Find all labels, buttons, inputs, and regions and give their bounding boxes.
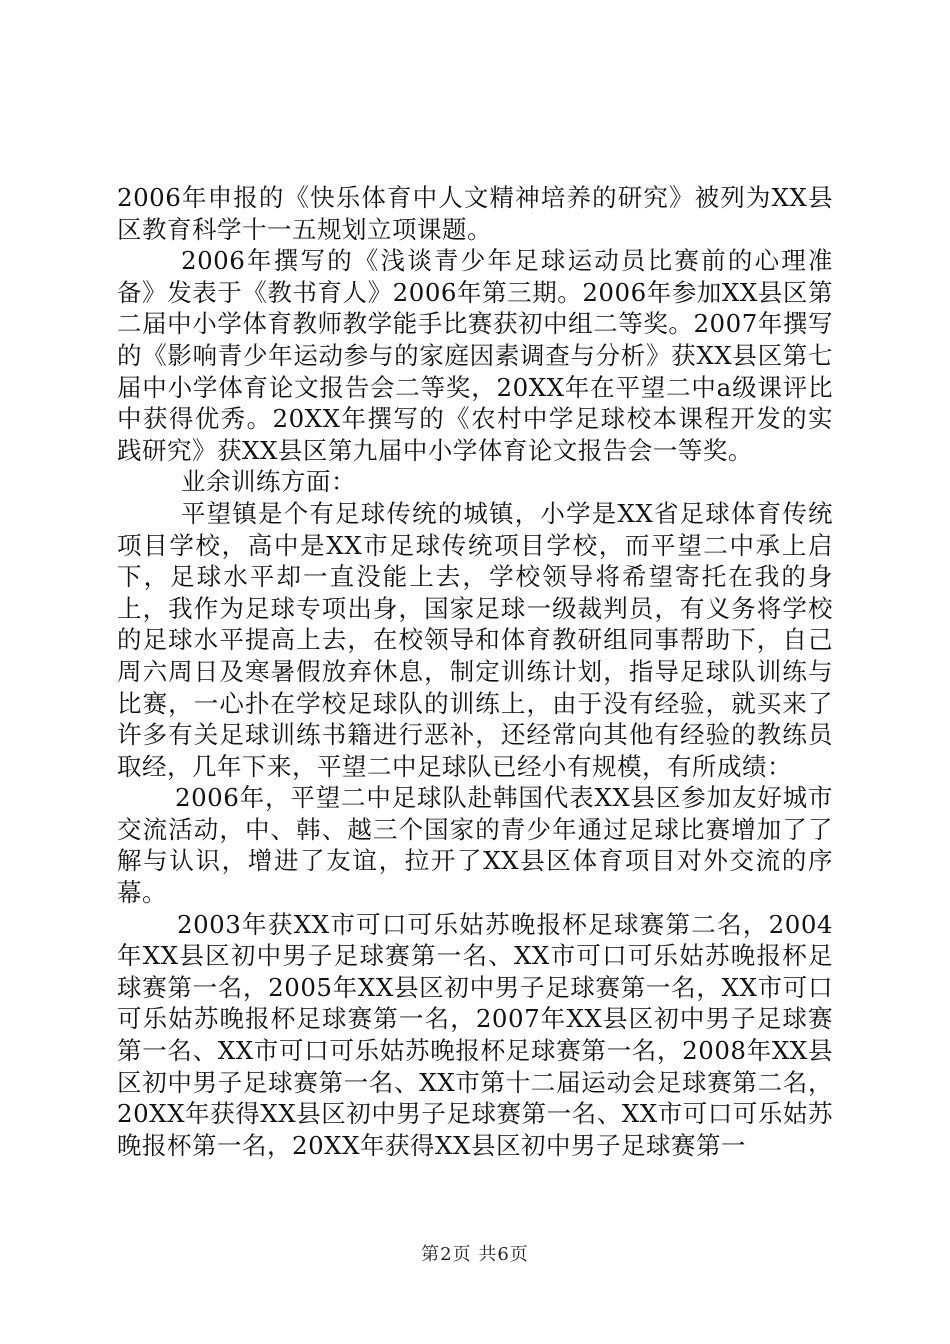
page-number-footer: 第2页 共6页: [421, 1244, 529, 1265]
document-body: [117, 182, 833, 1161]
paragraph-research-project: 2006年申报的《快乐体育中人文精神培养的研究》被列为XX县区教育科学十一五规划立项课题。: [117, 183, 833, 244]
paragraph-training-heading: 业余训练方面：: [181, 467, 356, 497]
paragraph-competition-results: 2003年获XX市可口可乐姑苏晚报杯足球赛第二名，2004年XX县区初中男子足球赛第一名、XX市可口可乐姑苏晚报杯足球赛第一名，2005年XX县区初中男子足球赛第一名，XX市可口可乐姑苏晚报杯足球赛第一名，2007年XX县区初中男子足球赛第一名、XX市可口可乐姑苏晚报杯足球赛第一名，2008年XX县区初中男子足球赛第一名、XX市第十二届运动会足球赛第二名，20XX年获得XX县区初中男子足球赛第一名、XX市可口可乐姑苏晚报杯第一名，20XX年获得XX县区初中男子足球赛第一: [117, 909, 833, 1160]
paragraph-korea-exchange: 2006年，平望二中足球队赴韩国代表XX县区参加友好城市交流活动，中、韩、越三个国家的青少年通过足球比赛增加了了解与认识，增进了友谊，拉开了XX县区体育项目对外交流的序幕。: [117, 783, 833, 908]
paragraph-publications-awards: 2006年撰写的《浅谈青少年足球运动员比赛前的心理准备》发表于《教书育人》2006年第三期。2006年参加XX县区第二届中小学体育教师教学能手比赛获初中组二等奖。2007年撰写的《影响青少年运动参与的家庭因素调查与分析》获XX县区第七届中小学体育论文报告会二等奖，20XX年在平望二中a级课评比中获得优秀。20XX年撰写的《农村中学足球校本课程开发的实践研究》获XX县区第九届中小学体育论文报告会一等奖。: [117, 246, 833, 465]
paragraph-training-description: 平望镇是个有足球传统的城镇，小学是XX省足球体育传统项目学校，高中是XX市足球传统项目学校，而平望二中承上启下，足球水平却一直没能上去，学校领导将希望寄托在我的身上，我作为足球专项出身，国家足球一级裁判员，有义务将学校的足球水平提高上去，在校领导和体育教研组同事帮助下，自己周六周日及寒暑假放弃休息，制定训练计划，指导足球队训练与比赛，一心扑在学校足球队的训练上，由于没有经验，就买来了许多有关足球训练书籍进行恶补，还经常向其他有经验的教练员取经，几年下来，平望二中足球队已经小有规模，有所成绩：: [117, 498, 833, 781]
